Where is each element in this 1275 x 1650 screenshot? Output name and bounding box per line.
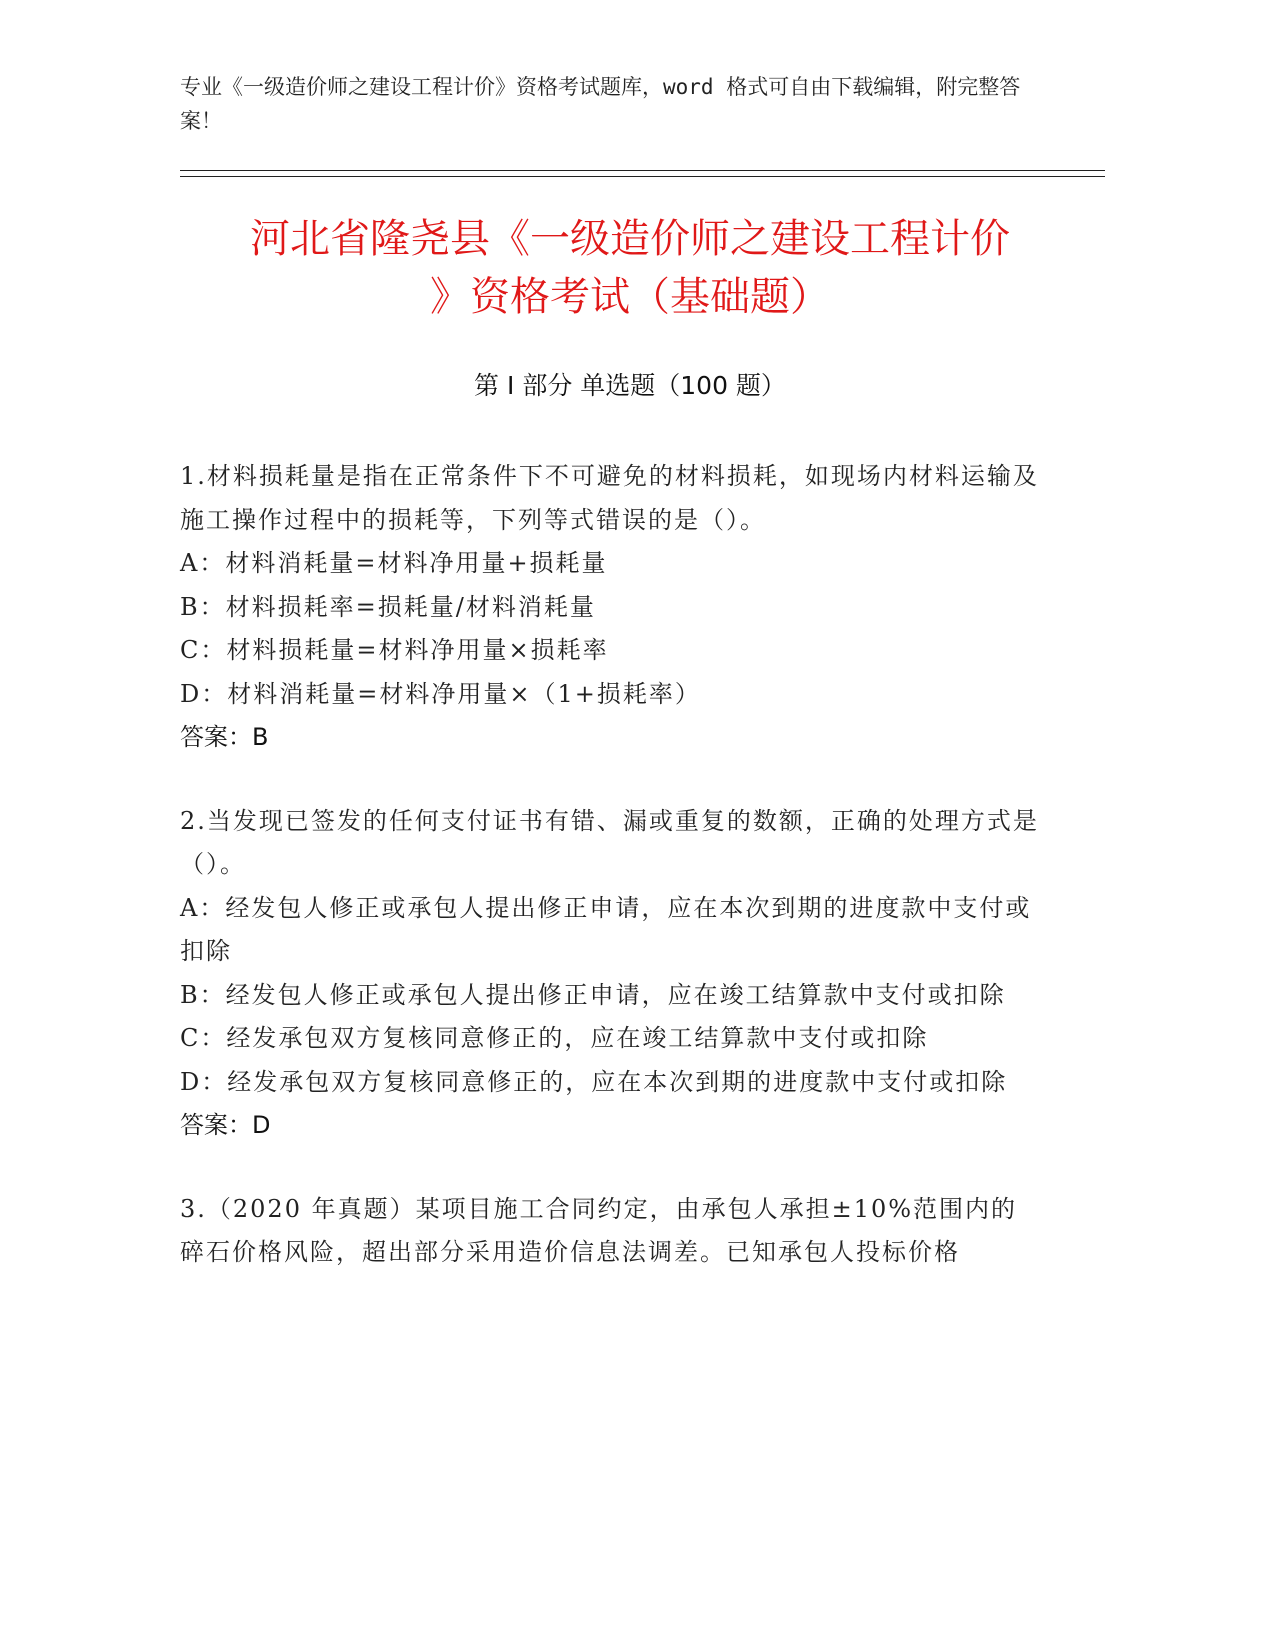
- header-divider-top: [180, 170, 1105, 171]
- title-line-1: 河北省隆尧县《一级造价师之建设工程计价: [250, 216, 1010, 262]
- answer: 答案：D: [180, 1111, 271, 1139]
- option-d: D：材料消耗量=材料净用量×（1+损耗率）: [180, 679, 701, 708]
- question-stem: 2.当发现已签发的任何支付证书有错、漏或重复的数额，正确的处理方式是（）。: [180, 806, 1039, 878]
- option-a: A：材料消耗量=材料净用量+损耗量: [180, 549, 608, 577]
- option-a: A：经发包人修正或承包人提出修正申请，应在本次到期的进度款中支付或扣除: [180, 893, 1032, 965]
- question-stem: 3.（2020 年真题）某项目施工合同约定，由承包人承担±10%范围内的碎石价格风险，超出部分采用造价信息法调差。已知承包人投标价格: [180, 1194, 1018, 1266]
- title-line-2: 》资格考试（基础题）: [430, 274, 830, 320]
- question-1: [180, 455, 1040, 760]
- question-3: [180, 1188, 1040, 1275]
- answer: 答案：B: [180, 723, 269, 751]
- section-title: 第 I 部分 单选题（100 题）: [474, 371, 786, 400]
- header-note: 专业《一级造价师之建设工程计价》资格考试题库，word 格式可自由下载编辑，附完整答案！: [180, 75, 1021, 133]
- option-d: D：经发承包双方复核同意修正的，应在本次到期的进度款中支付或扣除: [180, 1067, 1008, 1096]
- option-b: B：经发包人修正或承包人提出修正申请，应在竣工结算款中支付或扣除: [180, 980, 1006, 1009]
- question-list: [180, 455, 1040, 1315]
- option-c: C：经发承包双方复核同意修正的，应在竣工结算款中支付或扣除: [180, 1024, 929, 1052]
- option-b: B：材料损耗率=损耗量/材料消耗量: [180, 592, 596, 621]
- header-divider-bottom: [180, 176, 1105, 177]
- question-stem: 1.材料损耗量是指在正常条件下不可避免的材料损耗，如现场内材料运输及施工操作过程中的损耗等，下列等式错误的是（）。: [180, 462, 1039, 534]
- question-2: [180, 800, 1040, 1148]
- document-title: [180, 210, 1080, 326]
- option-c: C：材料损耗量=材料净用量×损耗率: [180, 636, 609, 664]
